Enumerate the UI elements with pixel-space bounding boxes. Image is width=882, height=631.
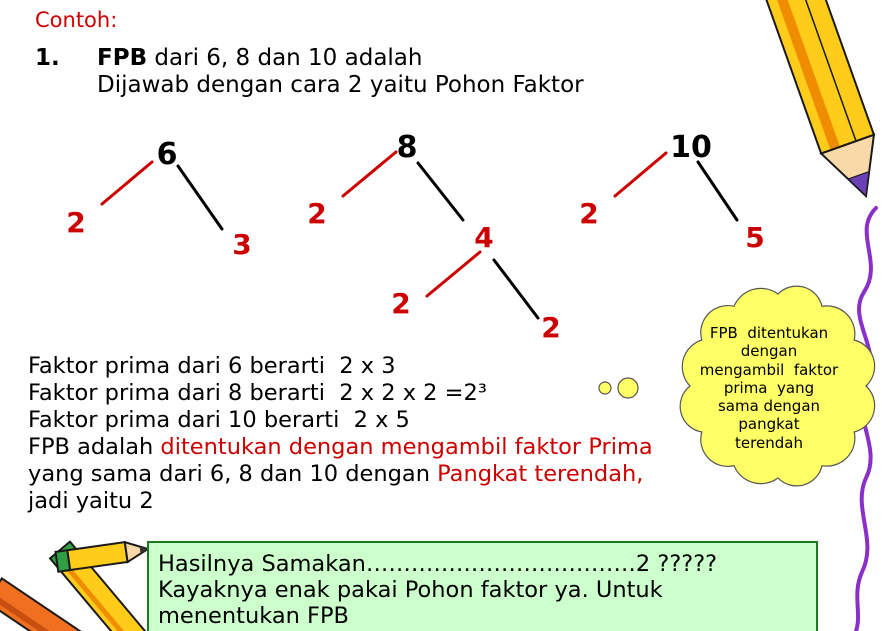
heading-term: FPB <box>97 45 148 71</box>
tree-left-factor: 2 <box>307 197 327 230</box>
branch-left <box>615 153 666 196</box>
branch-right <box>698 162 737 220</box>
sub-branch-right <box>494 260 538 318</box>
factor-tree-1 <box>66 137 251 261</box>
callout-line: FPB ditentukan <box>709 324 829 342</box>
callout-line: pangkat <box>738 415 800 434</box>
problem-number: 1. <box>35 45 60 71</box>
explanation-line: Faktor prima dari 10 berarti 2 x 5 <box>28 407 410 433</box>
explanation <box>28 353 653 515</box>
callout-line: mengambil faktor <box>699 360 839 379</box>
tree-root: 8 <box>396 130 418 165</box>
explanation-highlight: ditentukan dengan mengambil faktor Prima <box>160 434 653 460</box>
tree-left-factor: 2 <box>66 206 86 239</box>
result-line: menentukan FPB <box>158 603 349 629</box>
tree-left-factor: 2 <box>579 197 599 230</box>
branch-right <box>418 163 463 220</box>
factor-tree-2 <box>307 130 560 344</box>
heading-line-1 <box>35 45 584 72</box>
heading-line-2: Dijawab dengan cara 2 yaitu Pohon Faktor <box>97 72 584 98</box>
heading-text: dari 6, 8 dan 10 adalah <box>147 45 423 71</box>
explanation-line <box>28 461 653 488</box>
result-box <box>147 541 818 631</box>
tree-right-factor: 4 <box>474 221 494 254</box>
sub-branch-left <box>427 252 480 296</box>
branch-left <box>102 162 152 204</box>
explanation-line: Faktor prima dari 6 berarti 2 x 3 <box>28 353 396 379</box>
explanation-line <box>28 434 653 461</box>
result-line: Kayaknya enak pakai Pohon faktor ya. Untuk <box>158 577 663 603</box>
explanation-text: FPB adalah <box>28 434 161 460</box>
explanation-text: yang sama dari 6, 8 dan 10 dengan <box>28 461 438 487</box>
tree-root: 10 <box>670 130 712 165</box>
callout-text <box>684 324 854 452</box>
explanation-line: Faktor prima dari 8 berarti 2 x 2 x 2 =2³ <box>28 380 487 406</box>
tree-sub-right-factor: 2 <box>541 311 561 344</box>
problem-heading <box>35 45 584 99</box>
callout-line: prima yang <box>723 378 815 397</box>
callout-line: dengan <box>740 342 798 361</box>
callout-line: sama dengan <box>717 397 821 416</box>
tree-sub-left-factor: 2 <box>391 287 411 320</box>
factor-tree-3 <box>579 130 764 254</box>
tree-right-factor: 3 <box>232 228 252 261</box>
result-line: Hasilnya Samakan………………………………2 ????? <box>158 551 718 577</box>
branch-right <box>178 166 222 229</box>
explanation-highlight: Pangkat terendah, <box>437 461 644 487</box>
tree-root: 6 <box>156 137 178 172</box>
tree-right-factor: 5 <box>745 221 765 254</box>
example-label: Contoh: <box>35 8 118 32</box>
explanation-line: jadi yaitu 2 <box>28 488 154 514</box>
branch-left <box>343 152 396 196</box>
callout-line: terendah <box>735 433 803 452</box>
